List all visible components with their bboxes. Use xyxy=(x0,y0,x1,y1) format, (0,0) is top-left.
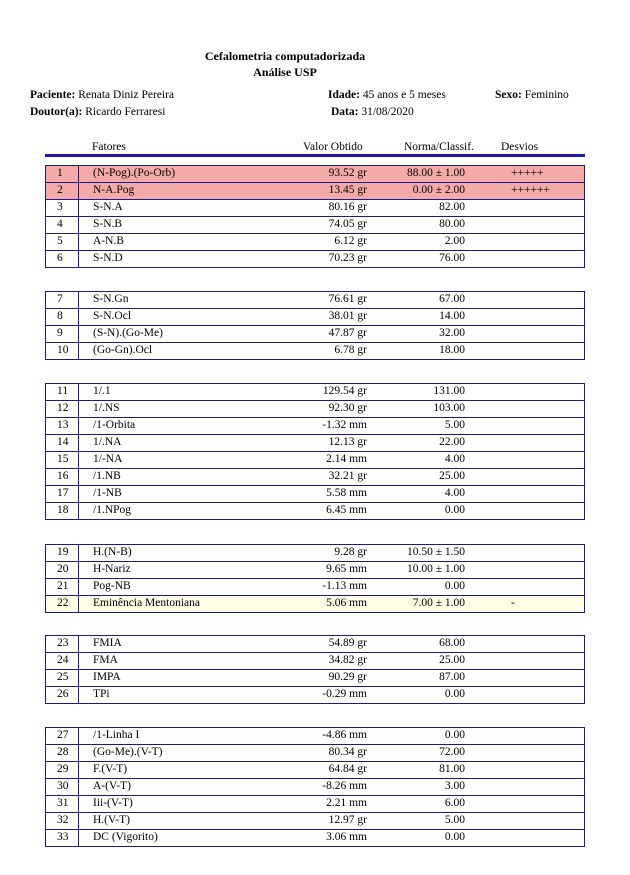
column-divider xyxy=(78,435,79,451)
column-divider xyxy=(78,200,79,216)
factor-name: S-N.B xyxy=(93,218,123,230)
column-divider xyxy=(78,343,79,359)
norm-value: 10.50 ± 1.50 xyxy=(406,546,465,558)
column-divider xyxy=(78,830,79,846)
row-number: 32 xyxy=(57,814,69,826)
obtained-value: -1.32 mm xyxy=(322,419,367,431)
factor-name: Iii-(V-T) xyxy=(93,797,133,809)
factor-name: S-N.D xyxy=(93,252,123,264)
column-divider xyxy=(78,486,79,502)
column-divider xyxy=(78,636,79,652)
row-number: 2 xyxy=(57,184,63,196)
norm-value: 25.00 xyxy=(439,470,465,482)
row-number: 23 xyxy=(57,637,69,649)
factor-name: S-N.A xyxy=(93,201,123,213)
column-divider xyxy=(78,326,79,342)
table-row xyxy=(45,342,585,360)
row-number: 8 xyxy=(57,310,63,322)
norm-value: 87.00 xyxy=(439,671,465,683)
row-number: 3 xyxy=(57,201,63,213)
row-number: 7 xyxy=(57,293,63,305)
row-number: 26 xyxy=(57,688,69,700)
row-number: 4 xyxy=(57,218,63,230)
norm-value: 81.00 xyxy=(439,763,465,775)
table-row xyxy=(45,502,585,520)
column-divider xyxy=(78,452,79,468)
row-number: 12 xyxy=(57,402,69,414)
sex-info xyxy=(495,89,569,101)
column-divider xyxy=(78,401,79,417)
norm-value: 67.00 xyxy=(439,293,465,305)
factor-name: A-N.B xyxy=(93,235,124,247)
table-row xyxy=(45,727,585,745)
table-row xyxy=(45,291,585,309)
norm-value: 68.00 xyxy=(439,637,465,649)
obtained-value: 5.58 mm xyxy=(326,487,367,499)
norm-value: 32.00 xyxy=(439,327,465,339)
obtained-value: 74.05 gr xyxy=(328,218,367,230)
obtained-value: 3.06 mm xyxy=(326,831,367,843)
norm-value: 6.00 xyxy=(444,797,465,809)
table-row xyxy=(45,468,585,486)
obtained-value: 47.87 gr xyxy=(328,327,367,339)
obtained-value: 6.12 gr xyxy=(334,235,367,247)
column-divider xyxy=(78,579,79,595)
table-row xyxy=(45,250,585,268)
obtained-value: -4.86 mm xyxy=(322,729,367,741)
column-divider xyxy=(78,779,79,795)
table-row xyxy=(45,795,585,813)
deviation-value: - xyxy=(511,597,515,609)
row-number: 10 xyxy=(57,344,69,356)
factor-name: (S-N).(Go-Me) xyxy=(93,327,163,339)
column-divider xyxy=(78,469,79,485)
norm-value: 0.00 xyxy=(444,504,465,516)
table-row xyxy=(45,778,585,796)
column-header-fatores: Fatores xyxy=(92,141,126,153)
norm-value: 22.00 xyxy=(439,436,465,448)
norm-value: 18.00 xyxy=(439,344,465,356)
table-row xyxy=(45,233,585,251)
factor-name: 1/.NS xyxy=(93,402,120,414)
table-row xyxy=(45,761,585,779)
obtained-value: 12.13 gr xyxy=(328,436,367,448)
row-number: 6 xyxy=(57,252,63,264)
norm-value: 80.00 xyxy=(439,218,465,230)
column-divider xyxy=(78,796,79,812)
report-title: Cefalometria computadorizada xyxy=(204,49,366,63)
norm-value: 4.00 xyxy=(444,487,465,499)
norm-value: 0.00 xyxy=(444,831,465,843)
obtained-value: 6.45 mm xyxy=(326,504,367,516)
obtained-value: -1.13 mm xyxy=(322,580,367,592)
factor-name: FMA xyxy=(93,654,118,666)
row-number: 11 xyxy=(57,385,69,397)
column-divider xyxy=(78,217,79,233)
column-divider xyxy=(78,503,79,519)
column-divider xyxy=(78,562,79,578)
row-number: 29 xyxy=(57,763,69,775)
norm-value: 0.00 ± 2.00 xyxy=(412,184,465,196)
patient-name: Renata Diniz Pereira xyxy=(78,89,175,101)
row-number: 16 xyxy=(57,470,69,482)
row-number: 27 xyxy=(57,729,69,741)
header-divider xyxy=(45,154,585,157)
obtained-value: 32.21 gr xyxy=(328,470,367,482)
row-number: 13 xyxy=(57,419,69,431)
factor-name: 1/.NA xyxy=(93,436,122,448)
row-number: 18 xyxy=(57,504,69,516)
column-divider xyxy=(78,745,79,761)
row-number: 5 xyxy=(57,235,63,247)
obtained-value: 34.82 gr xyxy=(328,654,367,666)
norm-value: 7.00 ± 1.00 xyxy=(412,597,465,609)
norm-value: 103.00 xyxy=(433,402,465,414)
factor-name: A-(V-T) xyxy=(93,780,131,792)
factor-name: /1-NB xyxy=(93,487,122,499)
norm-value: 131.00 xyxy=(433,385,465,397)
table-row xyxy=(45,325,585,343)
column-header-valor: Valor Obtido xyxy=(303,141,363,153)
obtained-value: 64.84 gr xyxy=(328,763,367,775)
factor-name: S-N.Gn xyxy=(93,293,129,305)
age-value: 45 anos e 5 meses xyxy=(362,89,446,101)
column-divider xyxy=(78,384,79,400)
row-number: 31 xyxy=(57,797,69,809)
factor-name: Eminência Mentoniana xyxy=(93,597,200,609)
row-number: 24 xyxy=(57,654,69,666)
obtained-value: 80.16 gr xyxy=(328,201,367,213)
obtained-value: 12.97 gr xyxy=(328,814,367,826)
norm-value: 0.00 xyxy=(444,729,465,741)
row-number: 30 xyxy=(57,780,69,792)
obtained-value: 70.23 gr xyxy=(328,252,367,264)
table-row xyxy=(45,417,585,435)
deviation-value: +++++ xyxy=(511,167,544,179)
column-divider xyxy=(78,418,79,434)
table-row xyxy=(45,199,585,217)
norm-value: 2.00 xyxy=(444,235,465,247)
table-row xyxy=(45,561,585,579)
factor-name: H.(V-T) xyxy=(93,814,130,826)
factor-name: DC (Vigorito) xyxy=(93,831,158,843)
factor-name: (Go-Me).(V-T) xyxy=(93,746,163,758)
row-number: 33 xyxy=(57,831,69,843)
table-row xyxy=(45,686,585,704)
column-divider xyxy=(78,545,79,561)
table-row xyxy=(45,744,585,762)
factor-name: N-A.Pog xyxy=(93,184,135,196)
norm-value: 88.00 ± 1.00 xyxy=(406,167,465,179)
factor-name: (Go-Gn).Ocl xyxy=(93,344,153,356)
column-divider xyxy=(78,596,79,612)
row-number: 28 xyxy=(57,746,69,758)
row-number: 21 xyxy=(57,580,69,592)
norm-value: 82.00 xyxy=(439,201,465,213)
column-divider xyxy=(78,309,79,325)
obtained-value: 129.54 gr xyxy=(322,385,367,397)
row-number: 25 xyxy=(57,671,69,683)
row-number: 20 xyxy=(57,563,69,575)
row-number: 19 xyxy=(57,546,69,558)
report-subtitle: Análise USP xyxy=(253,65,317,79)
norm-value: 5.00 xyxy=(444,814,465,826)
factor-name: H-Nariz xyxy=(93,563,131,575)
obtained-value: 9.28 gr xyxy=(334,546,367,558)
column-divider xyxy=(78,166,79,182)
norm-value: 3.00 xyxy=(444,780,465,792)
table-row xyxy=(45,383,585,401)
norm-value: 14.00 xyxy=(439,310,465,322)
doctor-label: Doutor(a): xyxy=(30,106,83,118)
obtained-value: 5.06 mm xyxy=(326,597,367,609)
factor-name: IMPA xyxy=(93,671,121,683)
table-row xyxy=(45,165,585,183)
sex-label: Sexo: xyxy=(495,89,522,101)
table-row xyxy=(45,544,585,562)
obtained-value: 54.89 gr xyxy=(328,637,367,649)
column-divider xyxy=(78,234,79,250)
row-number: 22 xyxy=(57,597,69,609)
table-row xyxy=(45,485,585,503)
norm-value: 4.00 xyxy=(444,453,465,465)
obtained-value: 93.52 gr xyxy=(328,167,367,179)
table-row xyxy=(45,308,585,326)
table-row xyxy=(45,635,585,653)
patient-label: Paciente: xyxy=(30,89,76,101)
deviation-value: ++++++ xyxy=(511,184,550,196)
column-divider xyxy=(78,251,79,267)
row-number: 15 xyxy=(57,453,69,465)
factor-name: S-N.Ocl xyxy=(93,310,132,322)
column-header-norma: Norma/Classif. xyxy=(404,141,474,153)
obtained-value: 38.01 gr xyxy=(328,310,367,322)
factor-name: (N-Pog).(Po-Orb) xyxy=(93,167,176,179)
row-number: 17 xyxy=(57,487,69,499)
obtained-value: 2.14 mm xyxy=(326,453,367,465)
norm-value: 0.00 xyxy=(444,688,465,700)
factor-name: /1-Orbita xyxy=(93,419,136,431)
factor-name: FMIA xyxy=(93,637,122,649)
obtained-value: 80.34 gr xyxy=(328,746,367,758)
column-divider xyxy=(78,292,79,308)
norm-value: 10.00 ± 1.00 xyxy=(406,563,465,575)
date-label: Data: xyxy=(331,106,359,118)
table-row xyxy=(45,652,585,670)
row-number: 14 xyxy=(57,436,69,448)
norm-value: 0.00 xyxy=(444,580,465,592)
obtained-value: 90.29 gr xyxy=(328,671,367,683)
table-row xyxy=(45,829,585,847)
table-row xyxy=(45,400,585,418)
column-divider xyxy=(78,762,79,778)
table-row xyxy=(45,578,585,596)
table-row xyxy=(45,434,585,452)
doctor-name: Ricardo Ferraresi xyxy=(85,106,166,118)
obtained-value: -0.29 mm xyxy=(322,688,367,700)
doctor-info xyxy=(30,106,165,118)
date-value: 31/08/2020 xyxy=(361,106,414,118)
column-divider xyxy=(78,687,79,703)
factor-name: /1.NB xyxy=(93,470,121,482)
column-divider xyxy=(78,728,79,744)
sex-value: Feminino xyxy=(524,89,569,101)
obtained-value: 92.30 gr xyxy=(328,402,367,414)
table-row xyxy=(45,182,585,200)
factor-name: /1.NPog xyxy=(93,504,132,516)
age-info xyxy=(328,89,446,101)
date-info xyxy=(331,106,414,118)
table-row xyxy=(45,451,585,469)
factor-name: /1-Linha I xyxy=(93,729,140,741)
factor-name: 1/.1 xyxy=(93,385,111,397)
patient-info xyxy=(30,89,174,101)
row-number: 1 xyxy=(57,167,63,179)
column-divider xyxy=(78,670,79,686)
column-header-desvios: Desvios xyxy=(501,141,539,153)
table-row xyxy=(45,812,585,830)
obtained-value: 76.61 gr xyxy=(328,293,367,305)
obtained-value: 13.45 gr xyxy=(328,184,367,196)
table-row xyxy=(45,216,585,234)
norm-value: 25.00 xyxy=(439,654,465,666)
factor-name: Pog-NB xyxy=(93,580,131,592)
obtained-value: -8.26 mm xyxy=(322,780,367,792)
factor-name: 1/-NA xyxy=(93,453,123,465)
obtained-value: 9.65 mm xyxy=(326,563,367,575)
obtained-value: 2.21 mm xyxy=(326,797,367,809)
factor-name: F.(V-T) xyxy=(93,763,128,775)
norm-value: 76.00 xyxy=(439,252,465,264)
factor-name: H.(N-B) xyxy=(93,546,132,558)
age-label: Idade: xyxy=(328,89,360,101)
norm-value: 5.00 xyxy=(444,419,465,431)
column-divider xyxy=(78,813,79,829)
table-row xyxy=(45,595,585,613)
table-row xyxy=(45,669,585,687)
column-divider xyxy=(78,183,79,199)
factor-name: TPi xyxy=(93,688,110,700)
column-divider xyxy=(78,653,79,669)
obtained-value: 6.78 gr xyxy=(334,344,367,356)
norm-value: 72.00 xyxy=(439,746,465,758)
row-number: 9 xyxy=(57,327,63,339)
